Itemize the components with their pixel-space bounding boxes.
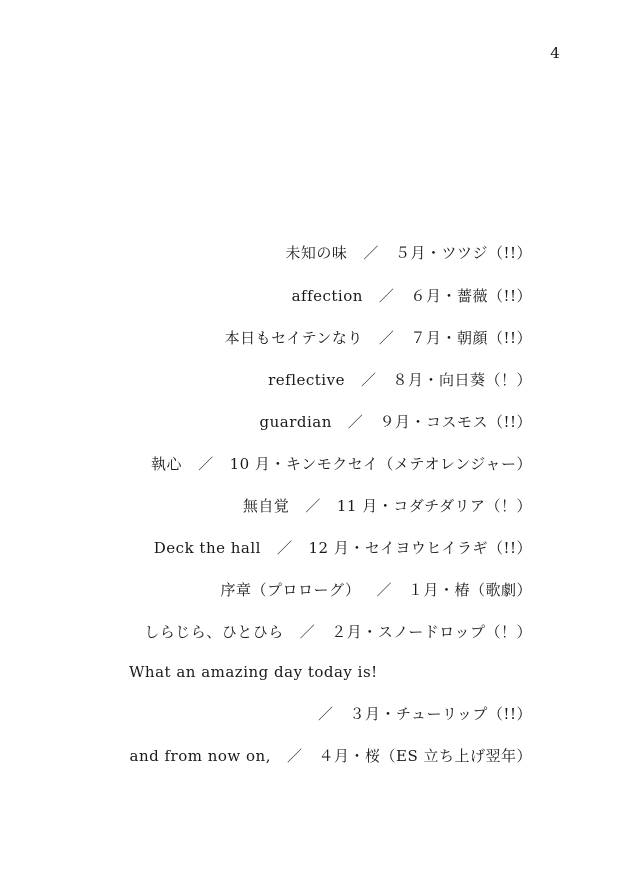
toc-entry [268,370,532,390]
toc-entry [285,243,532,263]
toc-entry [221,580,532,600]
toc-title: What an amazing day today is! [129,663,378,681]
toc-title: 本日もセイテンなり [224,329,363,347]
toc-separator: ／ [378,287,395,305]
toc-separator: ／ [317,705,334,723]
toc-month: ６月・薔薇（!!） [410,287,532,305]
toc-separator: ／ [305,497,321,515]
toc-title: 執心 [151,455,183,473]
toc-entry [130,746,533,766]
toc-month: ９月・コスモス（!!） [379,413,532,431]
toc-title: 序章（プロローグ） [220,581,361,599]
toc-month: ３月・チューリップ（!!） [349,705,532,723]
toc-separator: ／ [299,623,316,641]
toc-entry [225,328,532,348]
toc-separator: ／ [363,244,379,262]
toc-separator: ／ [378,329,395,347]
toc-separator: ／ [276,539,293,557]
toc-title: 未知の味 [285,244,348,262]
toc-title: and from now on, [129,747,271,765]
toc-month: ４月・桜（ES 立ち上げ翌年） [318,747,532,765]
toc-entry [154,538,532,558]
toc-entry-month-only [302,704,532,724]
toc-entry-title-only [129,662,378,682]
toc-title: affection [291,287,363,305]
toc-month: ８月・向日葵（！） [392,371,532,389]
toc-title: 無自覚 [242,497,290,515]
toc-title: Deck the hall [153,539,261,557]
toc-month: ７月・朝顔（!!） [410,329,532,347]
toc-title: しらじら、ひとひら [144,623,284,641]
toc-separator: ／ [198,455,214,473]
toc-entry [151,454,532,474]
toc-title: reflective [268,371,345,389]
toc-title: guardian [259,413,332,431]
toc-entry [292,286,532,306]
toc-month: 12 月・セイヨウヒイラギ（!!） [308,539,532,557]
toc-month: ２月・スノードロップ（！） [331,623,532,641]
toc-separator: ／ [376,581,392,599]
toc-entry [260,412,532,432]
page-number: 4 [550,44,560,62]
toc-separator: ／ [347,413,364,431]
toc-month: １月・椿（歌劇） [407,581,532,599]
toc-entry [144,622,532,642]
toc-month: ５月・ツツジ（!!） [394,244,532,262]
toc-separator: ／ [286,747,303,765]
toc-month: 10 月・キンモクセイ（メテオレンジャー） [229,455,532,473]
toc-entry [243,496,532,516]
toc-month: 11 月・コダチダリア（！） [336,497,532,515]
toc-separator: ／ [360,371,377,389]
